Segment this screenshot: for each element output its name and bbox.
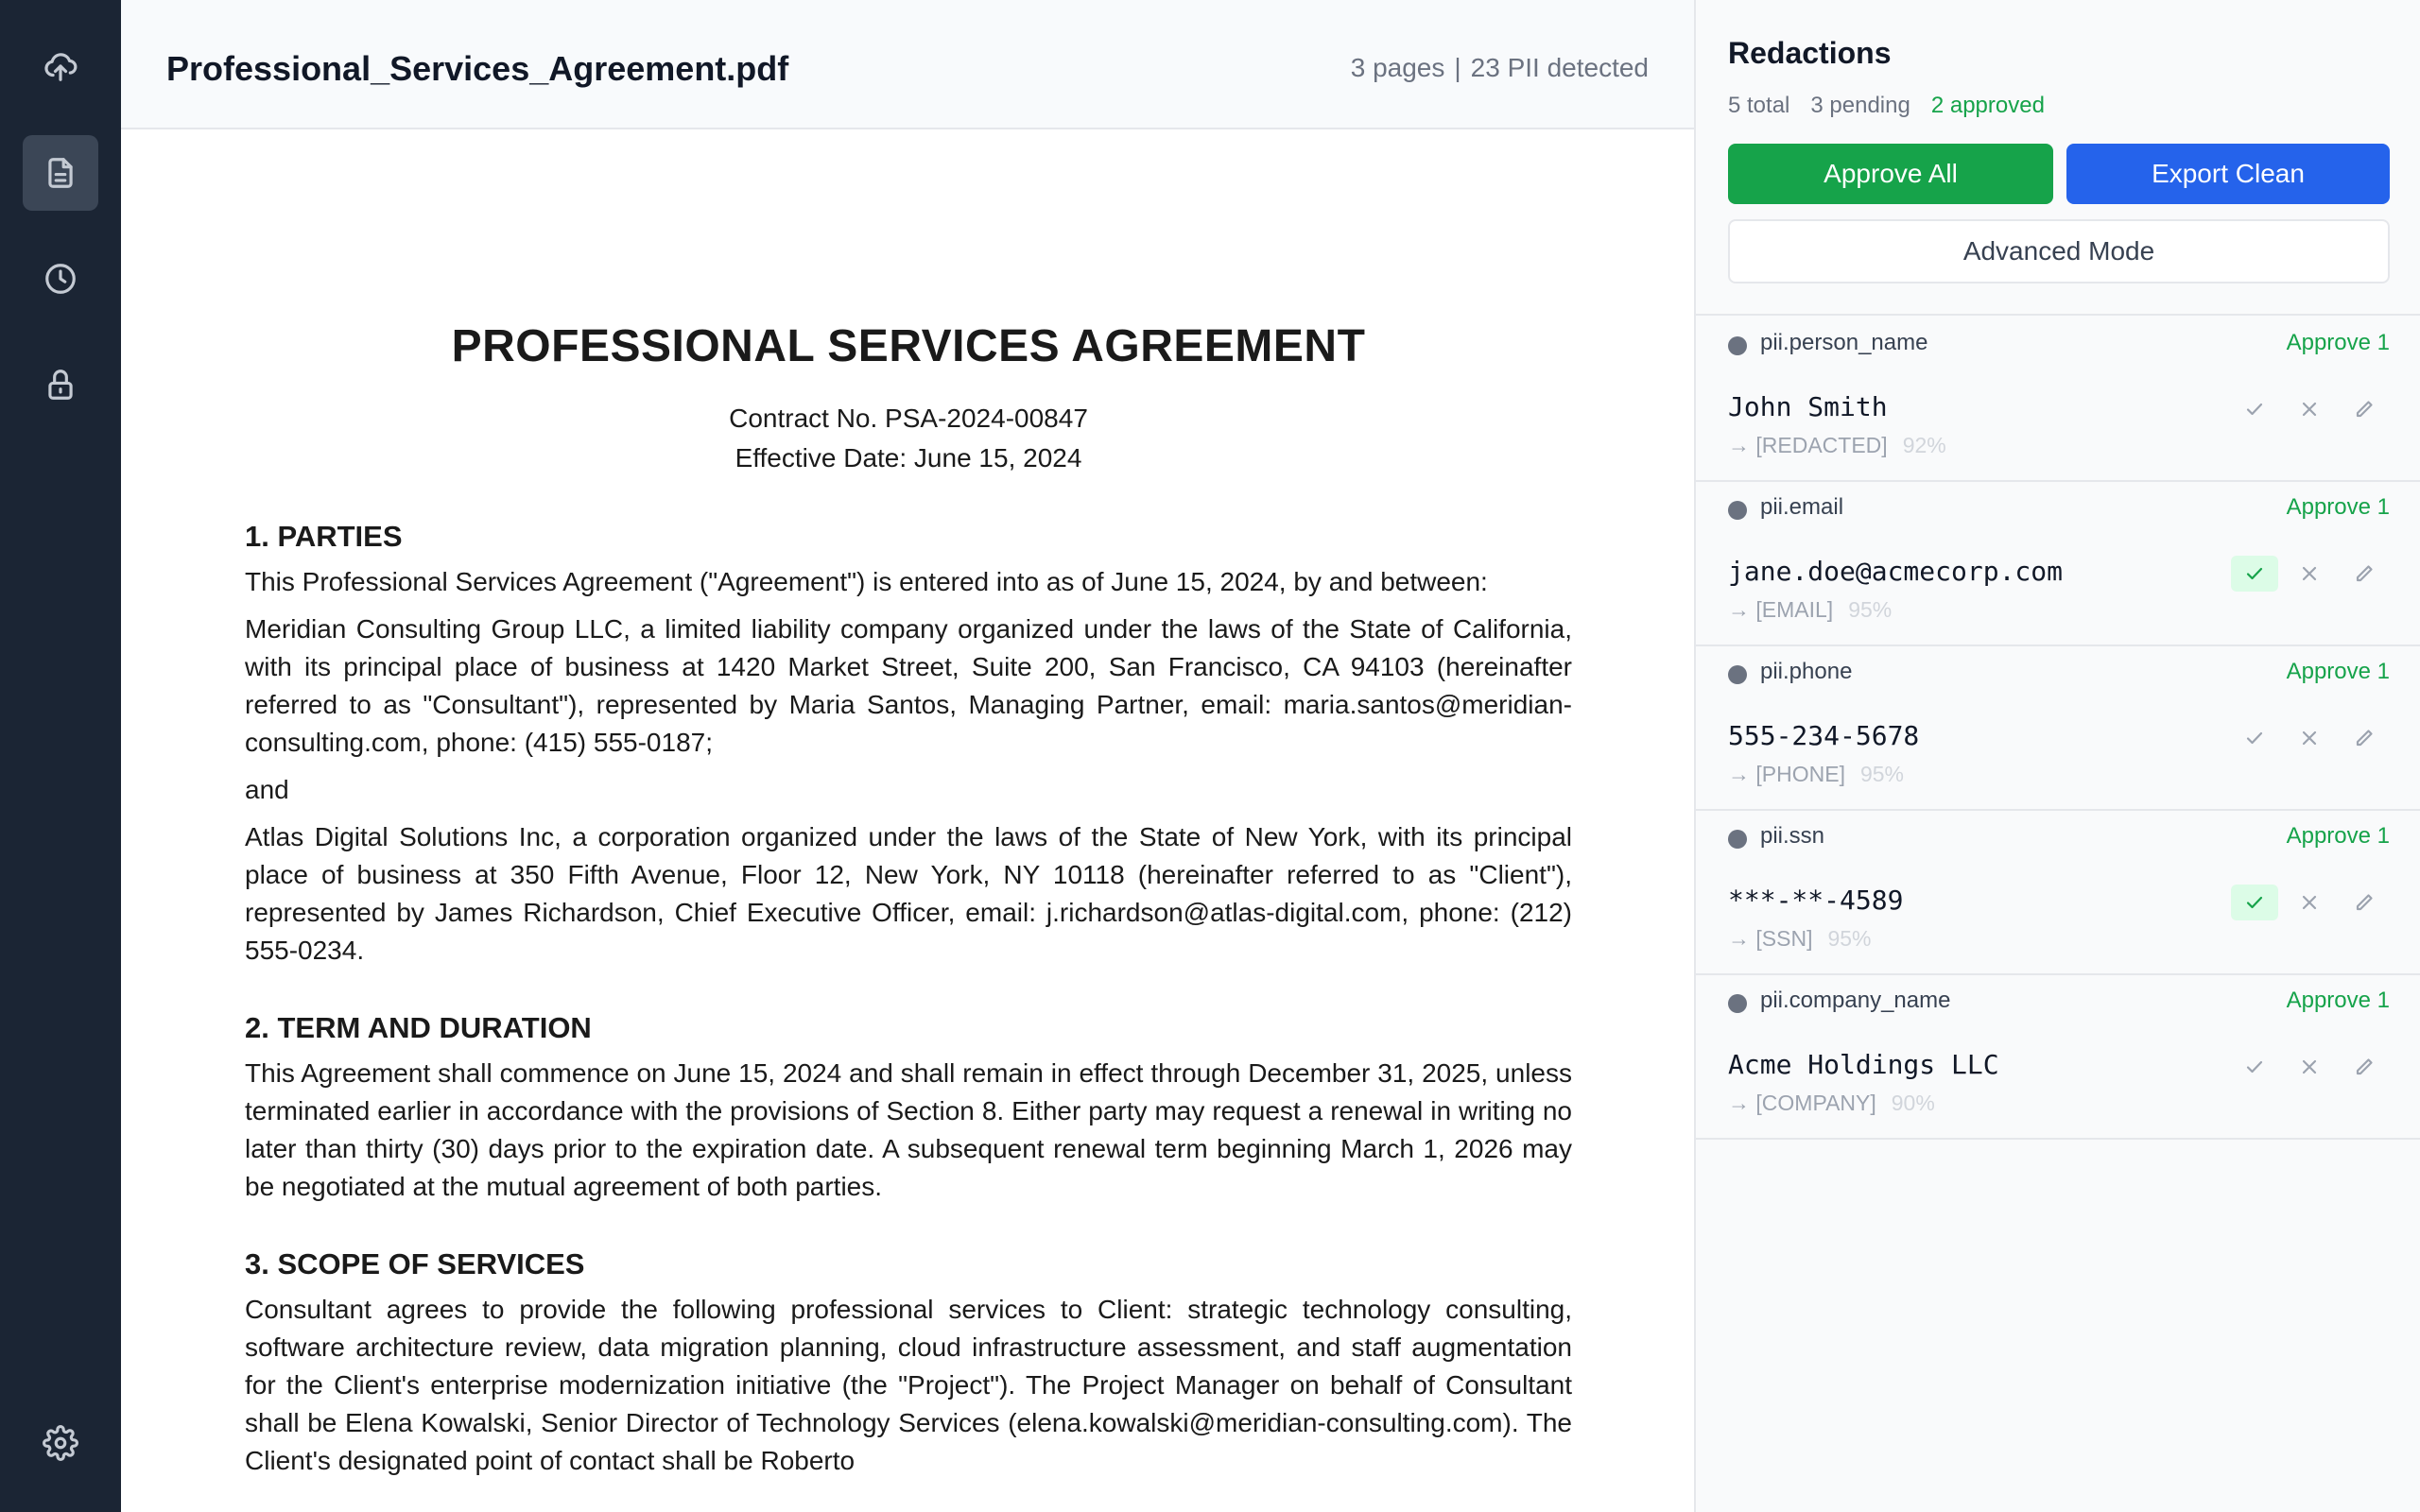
redaction-category: pii.phone [1760,659,1853,684]
meta-separator: | [1454,53,1461,82]
replacement-token: → [COMPANY] [1728,1091,1876,1115]
gear-icon [43,1425,78,1461]
document-meta [1351,53,1649,83]
paragraph: Meridian Consulting Group LLC, a limited liability company organized under the laws of the State of California, with its principal place of business at 1420 Market Street, Suite 200, San Francisco, CA 94103 (hereinafter referred to as "Consultant"), represented by Maria Santos, Managing Partner, email: maria.santos@meridian-consulting.com, phone: (415) 555-0187; [245,614,1572,757]
paragraph: This Professional Services Agreement ("Agreement") is entered into as of June 15, 2024, by and between: [245,567,1488,596]
category-dot [1728,665,1747,684]
section-heading: 3. SCOPE OF SERVICES [245,1247,585,1280]
replacement-token: → [EMAIL] [1728,597,1834,622]
category-dot [1728,501,1747,520]
replacement-token: → [PHONE] [1728,762,1845,786]
export-clean-button[interactable]: Export Clean [2066,144,2390,204]
redaction-category: pii.email [1760,494,1844,520]
redaction-replacement [1728,1091,1935,1116]
edit-button[interactable] [2341,1049,2388,1085]
approve-one-link[interactable]: Approve 1 [2286,659,2390,684]
panel-title: Redactions [1728,36,1892,70]
history-button[interactable] [23,241,98,317]
close-icon [2298,398,2321,421]
paragraph: Atlas Digital Solutions Inc, a corporation organized under the laws of the State of New York, with its principal place of business at 350 Fifth Avenue, Floor 12, New York, NY 10118 (hereinafter referred to as "Client"), represented by James Richardson, Chief Executive Officer, email: j.richardson@atlas-digital.com, phone: (212) 555-0234. [245,822,1572,965]
pending-count: 3 pending [1810,93,1910,118]
pencil-icon [2353,727,2376,749]
pencil-icon [2353,562,2376,585]
pencil-icon [2353,891,2376,914]
edit-button[interactable] [2341,720,2388,756]
redaction-value: jane.doe@acmecorp.com [1728,556,2064,587]
contract-number: Contract No. PSA-2024-00847 [729,404,1088,433]
page-count: 3 pages [1350,53,1445,82]
lock-icon [43,367,78,403]
redaction-item [1696,318,2420,482]
confidence: 95% [1827,926,1872,951]
redaction-category: pii.company_name [1760,988,1951,1013]
redaction-value: John Smith [1728,391,1888,422]
document-icon [43,155,78,191]
paragraph: This Agreement shall commence on June 15, 2024 and shall remain in effect through December 31, 2025, unless terminated earlier in accordance with the provisions of Section 8. Either party may request a renewal in writing no later than thirty (30) days prior to the expiration date. A subsequent renewal term beginning March 1, 2026 may be negotiated at the mutual agreement of both parties. [245,1058,1572,1201]
page-content [245,320,1572,1489]
category-dot [1728,994,1747,1013]
effective-date: Effective Date: June 15, 2024 [735,443,1082,472]
approve-button[interactable] [2231,556,2278,592]
reject-button[interactable] [2286,885,2333,920]
settings-button[interactable] [23,1405,98,1481]
edit-button[interactable] [2341,391,2388,427]
paragraph: and [245,775,289,804]
pii-count: 23 PII detected [1470,53,1649,82]
redaction-category: pii.ssn [1760,823,1825,849]
document-filename: Professional_Services_Agreement.pdf [166,49,789,88]
advanced-mode-button[interactable]: Advanced Mode [1728,219,2390,284]
close-icon [2298,891,2321,914]
confidence: 95% [1859,762,1905,786]
approve-one-link[interactable]: Approve 1 [2286,823,2390,849]
confidence: 90% [1891,1091,1935,1115]
sidebar [0,0,121,1512]
pencil-icon [2353,1056,2376,1078]
reject-button[interactable] [2286,391,2333,427]
agreement-title: PROFESSIONAL SERVICES AGREEMENT [451,321,1366,371]
upload-button[interactable] [23,28,98,104]
redaction-stats [1728,93,2066,119]
approve-button[interactable] [2231,1049,2278,1085]
paragraph: Consultant agrees to provide the following professional services to Client: strategic technology consulting, software architecture review, data migration planning, cloud infrastructure assessment, and staff augmentation for the Client's enterprise modernization initiative (the "Project"). The Project Manager on behalf of Consultant shall be Elena Kowalski, Senior Director of Technology Services (elena.kowalski@meridian-consulting.com). The Client's designated point of contact shall be Roberto [245,1295,1572,1475]
replacement-token: → [REDACTED] [1728,433,1888,457]
category-dot [1728,830,1747,849]
approve-button[interactable] [2231,391,2278,427]
reject-button[interactable] [2286,1049,2333,1085]
redaction-value: 555-234-5678 [1728,720,1920,751]
approve-button[interactable] [2231,885,2278,920]
confidence: 92% [1902,433,1946,457]
upload-cloud-icon [43,48,78,84]
redaction-item [1696,482,2420,646]
document-button[interactable] [23,135,98,211]
check-icon [2243,562,2266,585]
check-icon [2243,398,2266,421]
clock-icon [43,261,78,297]
redaction-category: pii.person_name [1760,330,1928,355]
pencil-icon [2353,398,2376,421]
redaction-value: Acme Holdings LLC [1728,1049,1999,1080]
confidence: 95% [1848,597,1893,622]
approve-button[interactable] [2231,720,2278,756]
approved-count: 2 approved [1930,93,2045,118]
redaction-item [1696,646,2420,811]
redaction-replacement [1728,433,1946,458]
reject-button[interactable] [2286,556,2333,592]
check-icon [2243,727,2266,749]
edit-button[interactable] [2341,885,2388,920]
document-page[interactable] [121,131,1694,1512]
approve-one-link[interactable]: Approve 1 [2286,330,2390,355]
replacement-token: → [SSN] [1728,926,1813,951]
redactions-header [1696,0,2420,316]
redactions-panel [1694,0,2420,1512]
document-header [121,0,1694,129]
approve-all-button[interactable]: Approve All [1728,144,2053,204]
check-icon [2243,1056,2266,1078]
redaction-replacement [1728,926,1872,952]
approve-one-link[interactable]: Approve 1 [2286,988,2390,1013]
redaction-replacement [1728,597,1892,623]
close-icon [2298,1056,2321,1078]
redaction-item [1696,811,2420,975]
approve-one-link[interactable]: Approve 1 [2286,494,2390,520]
check-icon [2243,891,2266,914]
reject-button[interactable] [2286,720,2333,756]
close-icon [2298,727,2321,749]
redaction-list [1696,318,2420,1140]
close-icon [2298,562,2321,585]
total-count: 5 total [1728,93,1790,118]
category-dot [1728,336,1747,355]
section-heading: 1. PARTIES [245,520,403,553]
lock-button[interactable] [23,347,98,422]
edit-button[interactable] [2341,556,2388,592]
document-viewer [121,0,1694,1512]
section-heading: 2. TERM AND DURATION [245,1011,592,1044]
redaction-item [1696,975,2420,1140]
redaction-value: ***-**-4589 [1728,885,1904,916]
redaction-replacement [1728,762,1904,787]
